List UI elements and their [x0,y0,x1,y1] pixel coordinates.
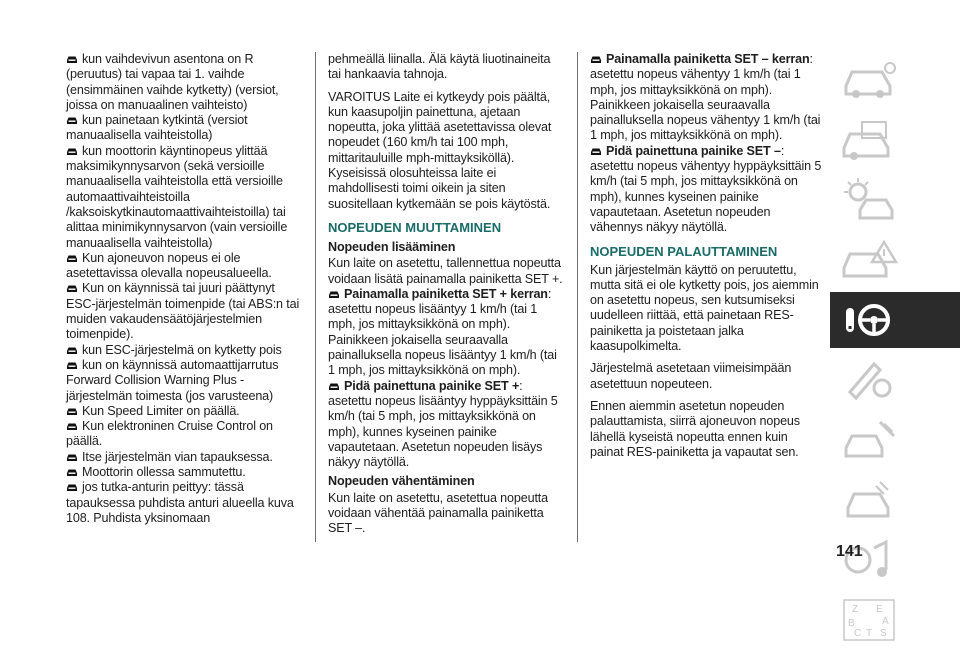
emergency-icon [840,358,900,402]
index-letter: A [882,616,889,627]
bullet-item [66,450,302,465]
car-bullet-icon [66,55,78,64]
bullet-label: Painamalla painiketta SET – kerran [606,52,810,66]
bullet-item [328,287,564,379]
car-bullet-icon [328,290,340,299]
bullet-text: Itse järjestelmän vian tapauksessa. [82,449,273,464]
bullet-item [590,144,822,236]
bullet-item [328,379,564,471]
bullet-text: kun vaihdevivun asentona on R (peruutus) tai vapaa tai 1. vaihde (ensimmäinen vaihde kytketty) (versiot, joissa on manuaalinen vaihteisto) [66,52,279,112]
car-bullet-icon [66,407,78,416]
paragraph: Kun laite on asetettu, asetettua nopeutta voidaan vähentää painamalla painiketta SET –. [328,490,549,536]
index-letter: C [854,628,862,639]
paragraph: Järjestelmä asetetaan viimeisimpään asetettuun nopeuteen. [590,361,792,391]
bullet-text: Kun ajoneuvon nopeus ei ole asetettavissa olevalla nopeusalueella. [66,250,272,281]
section-heading: NOPEUDEN PALAUTTAMINEN [590,243,778,259]
bullet-text: : asetettu nopeus lisääntyy 1 km/h (tai 1 mph, jos mittayksikkönä on mph). Painikkeen jokaisella seuraavalla painalluksella nopeus lisääntyy 1 km/h (tai 1 mph, jos mittayksikkönä on mph). [328,286,557,378]
bullet-item [66,404,302,419]
subsection-heading: Nopeuden vähentäminen [328,474,475,489]
bullet-text: Kun on käynnissä tai juuri päättynyt ESC-järjestelmän toimenpide (tai ABS:n tai muiden vakaudensäätöjärjestelmien toimenpide). [66,281,300,342]
index-abc-icon [840,598,900,642]
car-overview-icon [840,58,900,102]
tab-dashboard[interactable] [830,112,960,168]
bullet-text: Kun elektroninen Cruise Control on päällä. [66,419,273,449]
bullet-text: : asetettu nopeus vähentyy 1 km/h (tai 1 mph, jos mittayksikkönä on mph). Painikkeen jokaisella seuraavalla painalluksella nopeus vähentyy 1 km/h (tai 1 mph, jos mittayksikkönä on mph). [590,52,821,143]
bullet-item [66,113,302,144]
bullet-text: : asetettu nopeus lisääntyy hyppäyksittäin 5 km/h (tai 5 mph, jos mittayksikkönä on mph), kunnes kyseinen painike vapautetaan. Asetetun nopeuden lisäys näkyy näytöllä. [328,378,558,470]
warning-paragraph: VAROITUS Laite ei kytkeydy pois päältä, kun kaasupoljin painettuna, ajetaan nopeutta, joka ylittää asetettavissa olevat nopeudet (160 km/h tai 100 mph, mittaritauluille mph-mittayksiköllä). Kyseisissä olosuhteissa laite ei mahdollisesti toimi oikein ja siten suositellaan kytkemään se pois käytöstä. [328,89,552,211]
bullet-item [66,465,302,480]
car-bullet-icon [66,361,78,370]
bullet-text: : asetettu nopeus vähentyy hyppäyksittäin 5 km/h (tai 5 mph, jos mittayksikkönä on mph), kunnes kyseinen painike vapautetaan. Asetetun nopeuden vähennys näkyy näytöllä. [590,143,822,235]
bullet-text: kun on käynnissä automaattijarrutus Forward Collision Warning Plus -järjestelmän toimesta (jos varusteena) [66,357,279,403]
car-tech-icon [840,478,900,522]
car-bullet-icon [590,55,602,64]
text-column-middle [328,52,564,537]
car-bullet-icon [66,116,78,125]
bullet-label: Painamalla painiketta SET + kerran [344,286,548,301]
car-bullet-icon [66,422,78,431]
column-divider [315,52,316,542]
section-heading: NOPEUDEN MUUTTAMINEN [328,219,502,235]
bullet-item [66,419,302,450]
subsection-heading: Nopeuden lisääminen [328,239,456,254]
steering-key-icon [840,298,900,342]
car-bullet-icon [66,453,78,462]
tab-car-overview[interactable] [830,52,960,108]
bullet-item [66,343,302,358]
bullet-item [590,52,822,144]
bullet-item [66,480,302,526]
bullet-text: kun painetaan kytkintä (versiot manuaalisella vaihteistolla) [66,113,248,143]
car-bullet-icon [66,346,78,355]
tab-warnings[interactable] [830,232,960,288]
tab-index[interactable] [830,592,960,648]
car-bullet-icon [66,468,78,477]
bullet-item [66,251,302,282]
bullet-item [66,281,302,342]
bullet-label: Pidä painettuna painike SET + [344,378,520,393]
paragraph: Kun järjestelmän käyttö on peruutettu, mutta sitä ei ole kytketty pois, jos aiemmin on asetettu nopeus, sen kutsumiseksi uudelleen riittää, että painetaan RES-painiketta ja poistetaan jalka kaasupolkimelta. [590,262,819,354]
column-divider [577,52,578,542]
car-dashboard-icon [840,118,900,162]
car-bullet-icon [66,254,78,263]
bullet-text: jos tutka-anturin peittyy: tässä tapauksessa puhdista anturi alueella kuva 108. Puhdista yksinomaan [66,480,294,525]
bullet-list-column [66,52,302,526]
bullet-item [66,144,302,251]
index-letter: E [876,604,883,615]
index-letter: B [848,618,855,629]
page-number: 141 [836,543,863,560]
index-letter: S [880,628,887,639]
lights-icon [840,178,900,222]
tab-safety[interactable] [830,352,960,408]
car-bullet-icon [66,147,78,156]
paragraph: Kun laite on asetettu, tallennettua nopeutta voidaan lisätä painamalla painiketta SET +. [328,256,563,286]
car-bullet-icon [328,382,340,391]
tab-lights[interactable] [830,172,960,228]
chapter-tabs [830,52,960,652]
bullet-text: Moottorin ollessa sammutettu. [82,465,246,480]
index-letter: Z [852,604,859,615]
bullet-text: Kun Speed Limiter on päällä. [82,403,240,418]
car-bullet-icon [66,483,78,492]
bullet-item [66,52,302,113]
tab-emergency[interactable] [830,412,960,468]
car-bullet-icon [66,284,78,293]
paragraph: pehmeällä liinalla. Älä käytä liuotinaineita tai hankaavia tahnoja. [328,52,551,82]
bullet-item [66,358,302,404]
bullet-text: kun moottorin käyntinopeus ylittää maksimikynnysarvon (sekä versioille manuaalisella vaihteistolla että versioille automaattivaihteistoilla /kaksoiskytkinautomaattivaihteistoilla) tai alittaa minimikynnysarvon (vain versioille manuaalisella vaihteistolla) [66,143,288,250]
text-column-right [590,52,822,467]
index-letter: T [866,628,873,639]
tab-maintenance[interactable] [830,472,960,528]
car-bullet-icon [590,147,602,156]
bullet-label: Pidä painettuna painike SET – [606,143,781,158]
tab-driving-active[interactable] [830,292,960,348]
bullet-text: kun ESC-järjestelmä on kytketty pois [82,342,282,357]
wrench-icon [840,418,900,462]
warning-car-icon [840,238,900,282]
paragraph: Ennen aiemmin asetetun nopeuden palauttamista, siirrä ajoneuvon nopeus lähellä kyseistä nopeutta ennen kuin painat RES-painiketta ja vapautat sen. [590,398,800,459]
